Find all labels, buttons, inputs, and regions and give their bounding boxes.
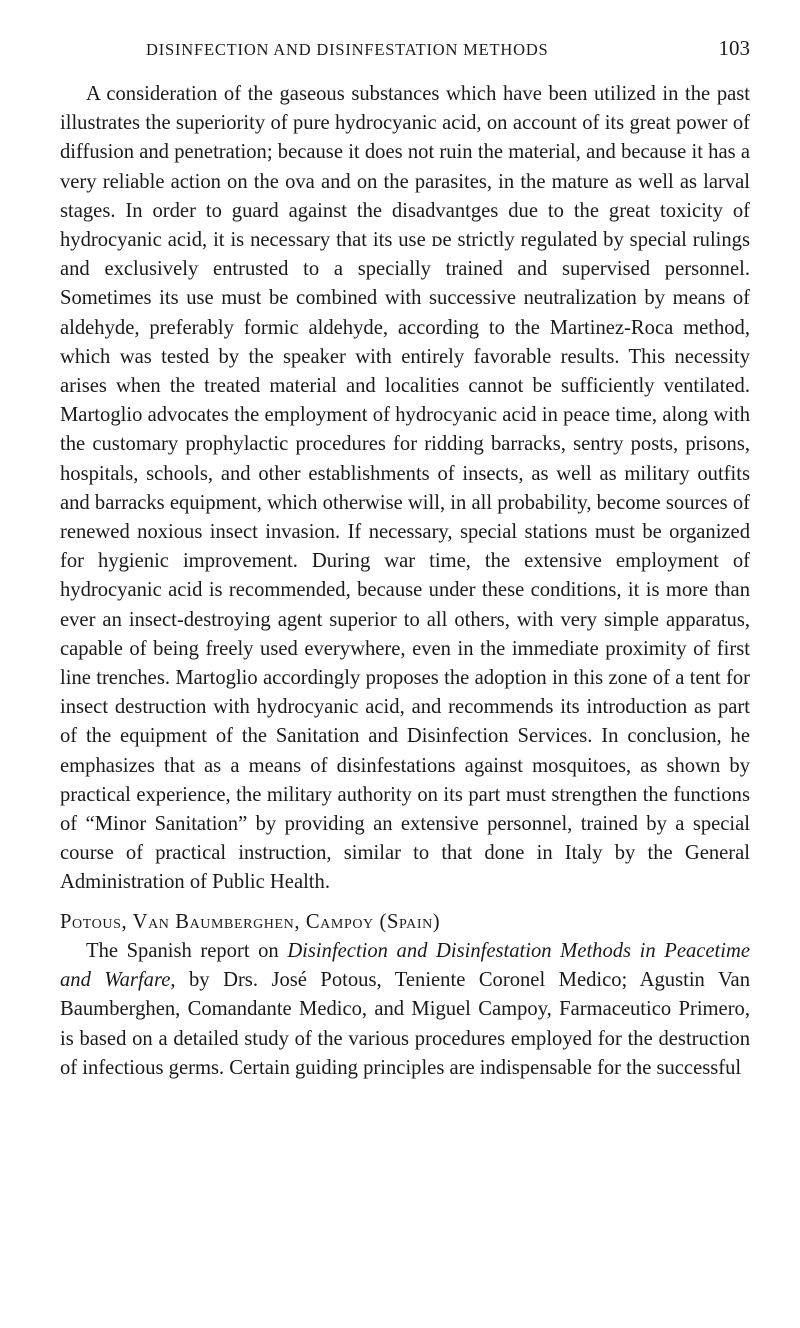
report-title: Disinfection and Disinfestation Methods in Peacetime and Warfare xyxy=(60,939,750,992)
paragraph-2-part-2: , by Drs. José Potous, Teniente Coronel Medico; Agustin Van Baumberghen, Comandante Medico, and Miguel Campoy, Farmaceutico Primero, is based on a detailed study of the various procedures employed for the destruction of infectious germs. Certain guiding principles are indispensable for the successful xyxy=(60,969,750,1079)
paragraph-martoglio: A consideration of the gaseous substances which have been utilized in the past illustrates the superiority of pure hydrocyanic acid, on account of its great power of diffusion and penetration; because it does not ruin the material, and because it has a very reliable action on the ova and on the parasites, in the mature as well as larval stages. In order to guard against the disadvantges due to the great toxicity of hydrocyanic acid, it is necessary that its use ᴅe strictly regulated by special rulings and exclusively entrusted to a specially trained and supervised personnel. Sometimes its use must be combined with successive neutralization by means of aldehyde, preferably formic aldehyde, according to the Martinez-Roca method, which was tested by the speaker with entirely favorable results. This necessity arises when the treated material and localities cannot be sufficiently ventilated. Martoglio advocates the employment of hydrocyanic acid in peace time, along with the customary prophylactic procedures for ridding barracks, sentry posts, prisons, hospitals, schools, and other establishments of insects, as well as military outfits and barracks equipment, which otherwise will, in all probability, become sources of renewed noxious insect invasion. If necessary, special stations must be organized for hygienic improvement. During war time, the extensive employment of hydrocyanic acid is recommended, because under these conditions, it is more than ever an insect-destroying agent superior to all others, with very simple apparatus, capable of being freely used everywhere, even in the immediate proximity of first line trenches. Martoglio accordingly proposes the adoption in this zone of a tent for insect destruction with hydrocyanic acid, and recommends its introduction as part of the equipment of the Sanitation and Disinfection Services. In conclusion, he emphasizes that as a means of disinfestations against mosquitoes, as shown by practical experience, the military authority on its part must strengthen the functions of “Minor Sanitation” by providing an extensive personnel, trained by a special course of practical instruction, similar to that done in Italy by the General Administration of Public Health. xyxy=(60,83,750,894)
page-number: 103 xyxy=(718,36,750,60)
paragraph-2-part-1: The Spanish report on xyxy=(86,939,288,962)
running-title: DISINFECTION AND DISINFESTATION METHODS xyxy=(146,40,549,59)
section-heading: Potous, Van Baumberghen, Campoy (Spain) xyxy=(60,910,441,933)
body-text xyxy=(60,80,750,1083)
paragraph-spanish-report xyxy=(60,937,750,1083)
running-head xyxy=(60,36,750,66)
